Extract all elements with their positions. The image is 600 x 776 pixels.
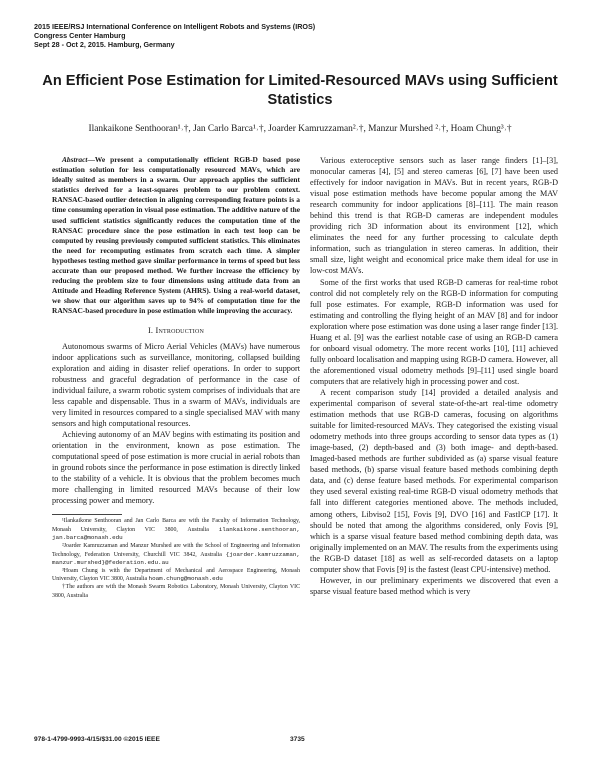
conference-header — [34, 22, 315, 49]
footnote: †The authors are with the Monash Swarm Robotics Laboratory, Monash University, Clayton VIC 3800, Australia — [52, 584, 300, 599]
conference-venue: Congress Center Hamburg — [34, 31, 126, 40]
paragraph: A recent comparison study [14] provided a detailed analysis and experimental comparison of several state-of-the-art real-time odometry estimation methods that use RGB-D cameras, focusing on algorithms suitable for limited-resourced MAVs. They categorised the existing visual odometry methods into three groups according to sensor data types as (1) image-based, (2) depth-based and (3) both image- and depth-based. Imaged-based methods are further subdivided as (a) sparse visual feature based methods, (b) sparse visual feature based methods combining depth data, and (c) dense feature based methods. For experimental comparison they used several existing real-time RGB-D visual odometry methods that fall into different categories mentioned above. The methods included, among others, Libviso2 [15], Fovis [9], DVO [16] and FastICP [17]. It should be noted that among the algorithms considered, only Fovis [9], which is a sparse visual feature based method combining depth data, was originally implemented on an MAV. The results from the experiments using the RGB-D dataset [18] as well as self-recorded datasets on a laptop computer show that Fovis [9] is the fastest (least CPU-intensive) method. — [310, 387, 558, 574]
conference-name: 2015 IEEE/RSJ International Conference on Intelligent Robots and Systems (IROS) — [34, 22, 316, 31]
footer-isbn: 978-1-4799-9993-4/15/$31.00 ©2015 IEEE — [34, 736, 160, 743]
paragraph: Various exteroceptive sensors such as laser range finders [1]–[3], monocular cameras [4], [5] and stereo cameras [6], [7] have been used effectively for indoor navigation in MAVs. But in recent years, RGB-D visual pose estimation methods have become popular among the MAV research community for indoor applications [8]–[11]. The main reason behind this trend is that RGB-D cameras are independent modules providing rich 3D information about its environment [12], which eliminates the need for any further processing to calculate depth information, such as triangulation in stereo cameras. In addition, their small size, light weight and economical price make them ideal for use in low-cost MAVs. — [310, 156, 558, 276]
paragraph: However, in our preliminary experiments we discovered that even a sparse visual feature based method which is very — [310, 575, 558, 596]
footnote: ³Hoam Chung is with the Department of Mechanical and Aerospace Engineering, Monash University, Clayton VIC 3800, Australia hoam.chung@monash.edu — [52, 567, 300, 583]
right-column — [310, 155, 558, 597]
paragraph: Some of the first works that used RGB-D cameras for real-time robot control did not completely rely on the RGB-D information for computing full pose estimates. For example, RGB-D information was used for estimating and controlling the flying height of an MAV [8] and for indoor exploration where pose estimation was done using a laser range finder [13]. Huang et al. [9] was the earliest notable case of using an RGB-D camera for onboard visual odometry. The more recent works [10], [11] achieved fully onboard localisation and mapping using RGB-D camera. However, all the aforementioned visual odometry methods [9]–[11] used single board computers that are relatively high in processing power and cost. — [310, 277, 558, 386]
page-number: 3735 — [290, 736, 305, 743]
section-heading-introduction: I. Introduction — [147, 325, 205, 335]
paragraph: Autonomous swarms of Micro Aerial Vehicles (MAVs) have numerous indoor applications such as surveillance, monitoring, collapsed building exploration and aiding in disaster relief operations. In order to support robustness and graceful degradation of performance in the case of individual failure, a swarm robotic system comprises of individuals that are less capable and dispensable. Thus in a swarm of MAVs, individuals are very limited in resources compared to a single specialised MAV with many sensors and high computational resources. — [52, 341, 300, 428]
footnote: ²Joarder Kamruzzaman and Manzur Murshed are with the School of Engineering and Information Technology, Federation University, Churchill VIC 3842, Australia {joarder.kamruzzaman, manzur.murshed}@federation.edu.au — [52, 543, 300, 567]
left-column — [52, 155, 300, 600]
footnote: ¹Ilankaikone Senthooran and Jan Carlo Barca are with the Faculty of Information Technology, Monash University, Clayton VIC 3800, Australia ilankaikone.senthooran, jan.barca@monash.edu — [52, 518, 300, 542]
paper-title: An Efficient Pose Estimation for Limited-Resourced MAVs using Sufficient Statistics — [42, 73, 558, 108]
abstract-text: —We present a computationally efficient RGB-D based pose estimation solution for less computationally resourced MAVs, which are ideally suited as members in a swarm. Our approach applies the sufficient statistics derived for a least-squares problem to our problem context. RANSAC-based outlier detection in aligning corresponding feature points is a time consuming operation in visual pose estimation. The additive nature of the used sufficient statistics significantly reduces the computation time of the RANSAC procedure since the pose estimation in each test loop can be computed by reusing previously computed sufficient statistics. This eliminates the need for recomputing estimates from scratch each time. A simpler hypotheses testing method gave similar performance in terms of speed but less accurate than our proposed method. We further increase the efficiency by reducing the problem size to four dimensions using attitude data from an Attitude and Heading Reference System (AHRS). Using a real-world dataset, we show that our algorithm saves up to 94% of computation time for the RANSAC-based procedure in pose estimation while improving the accuracy. — [52, 155, 300, 316]
paragraph: Achieving autonomy of an MAV begins with estimating its position and orientation in the environment, known as pose estimation. The computational speed of pose estimation is more crucial in aerial robots than in ground robots since the performance in pose estimation is directly linked to the stability of a vehicle. It is obvious that the problem becomes much more challenging in limited resourced MAVs because of their low processing power and memory. — [52, 429, 300, 506]
conference-dates: Sept 28 - Oct 2, 2015. Hamburg, Germany — [34, 40, 175, 49]
abstract-label: Abstract — [62, 155, 88, 164]
abstract — [52, 155, 300, 317]
author-list: Ilankaikone Senthooran¹˒†, Jan Carlo Barca¹˒†, Joarder Kamruzzaman²˒†, Manzur Murshed ²˒†, Hoam Chung³˒† — [88, 124, 512, 134]
footnote-rule — [52, 514, 122, 515]
